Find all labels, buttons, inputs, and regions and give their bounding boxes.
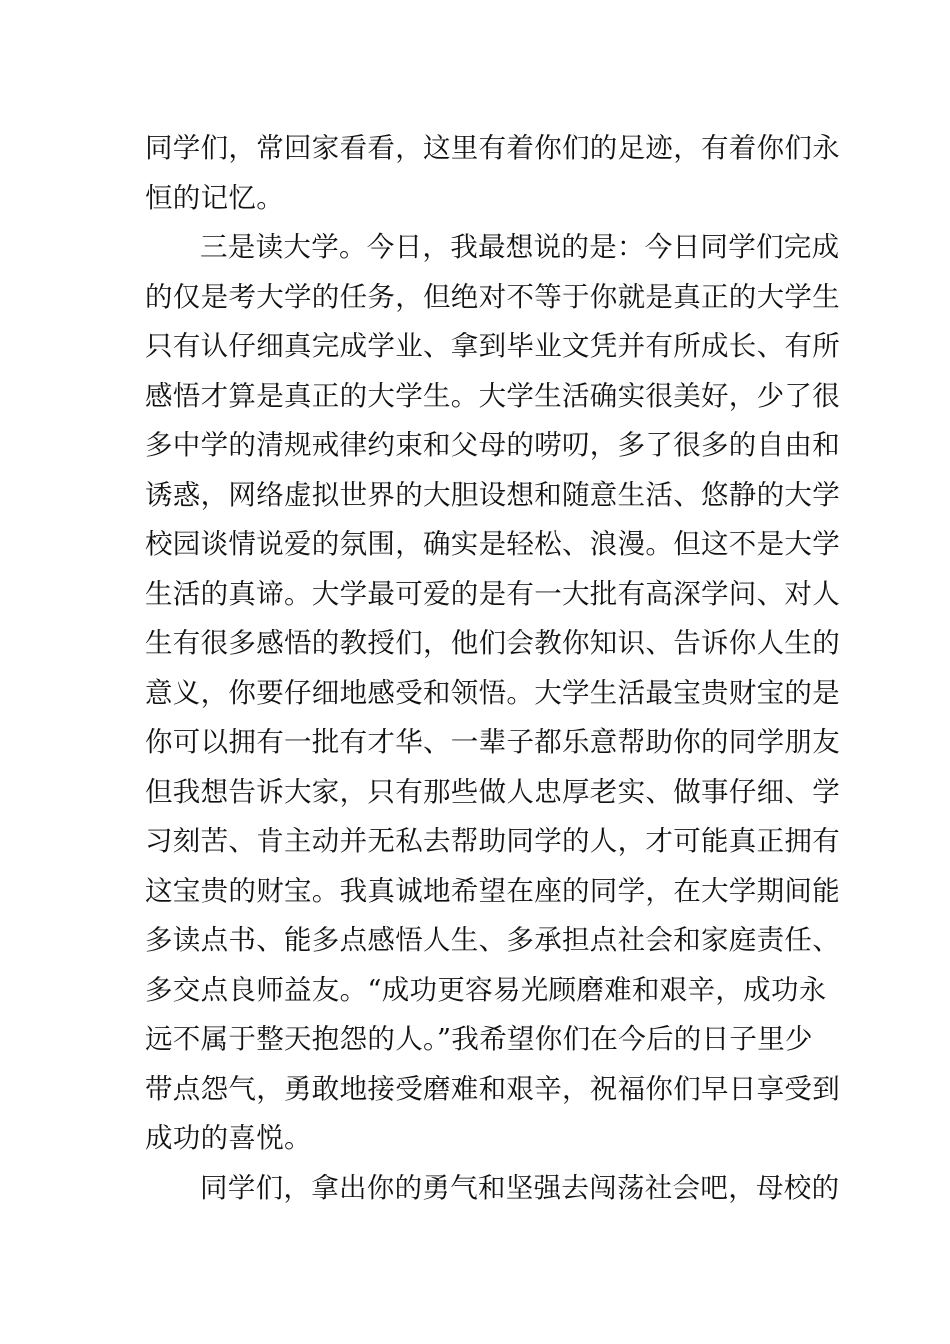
text-line: 多交点良师益友。“成功更容易光顾磨难和艰辛，成功永 [145,973,827,1006]
text-line: 你可以拥有一批有才华、一辈子都乐意帮助你的同学朋友 [145,726,840,758]
text-line: 生有很多感悟的教授们，他们会教你知识、告诉你人生的 [145,627,840,659]
text-line: 远不属于整天抱怨的人。”我希望你们在今后的日子里少 [145,1023,813,1055]
paragraph-start-line: 同学们，拿出你的勇气和坚强去闯荡社会吧，母校的 [200,1171,840,1204]
text-line: 恒的记忆。 [145,181,284,214]
text-line: 这宝贵的财宝。我真诚地希望在座的同学，在大学期间能 [145,874,840,907]
text-line: 的仅是考大学的任务，但绝对不等于你就是真正的大学生 [145,280,840,313]
text-line: 诱惑，网络虚拟世界的大胆设想和随意生活、悠静的大学 [145,478,840,511]
text-line: 只有认仔细真完成学业、拿到毕业文凭并有所成长、有所 [145,330,840,362]
body-text [145,124,840,1213]
text-line: 但我想告诉大家，只有那些做人忠厚老实、做事仔细、学 [145,775,840,808]
text-line: 校园谈情说爱的氛围，确实是轻松、浪漫。但这不是大学 [145,528,840,560]
text-line: 生活的真谛。大学最可爱的是有一大批有高深学问、对人 [145,577,840,610]
text-line: 感悟才算是真正的大学生。大学生活确实很美好，少了很 [145,379,840,412]
text-line: 习刻苦、肯主动并无私去帮助同学的人，才可能真正拥有 [145,825,840,857]
text-line: 成功的喜悦。 [145,1122,312,1154]
text-line: 带点怨气，勇敢地接受磨难和艰辛，祝福你们早日享受到 [145,1072,840,1105]
paragraph-start-line: 三是读大学。今日，我最想说的是：今日同学们完成 [200,231,840,263]
text-line: 多读点书、能多点感悟人生、多承担点社会和家庭责任、 [145,924,840,956]
text-line: 意义，你要仔细地感受和领悟。大学生活最宝贵财宝的是 [145,676,840,709]
text-line: 同学们，常回家看看，这里有着你们的足迹，有着你们永 [145,132,840,164]
text-line: 多中学的清规戒律约束和父母的唠叨，多了很多的自由和 [145,429,840,461]
